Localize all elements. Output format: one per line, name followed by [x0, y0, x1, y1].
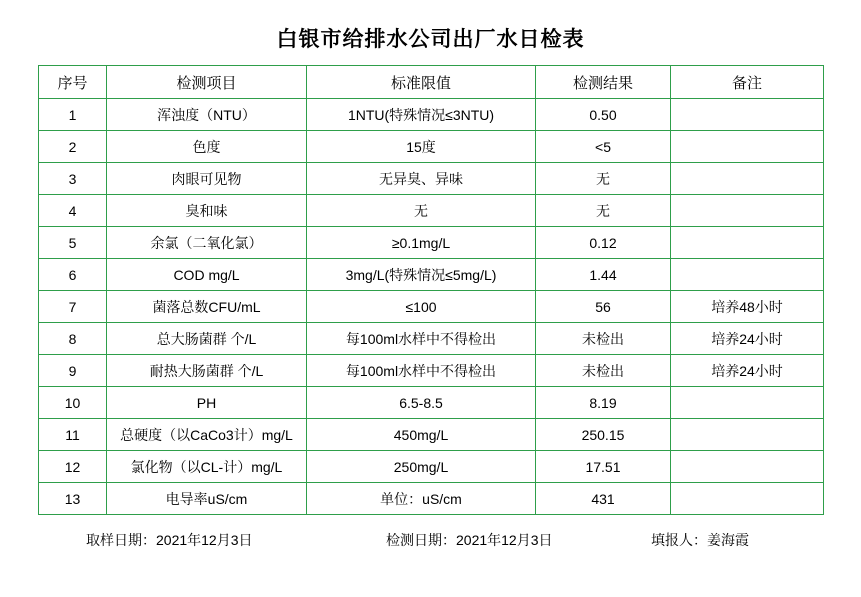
- cell-index: 9: [39, 355, 107, 387]
- cell-standard: ≤100: [307, 291, 536, 323]
- cell-remark: 培养48小时: [671, 291, 824, 323]
- cell-result: 56: [536, 291, 671, 323]
- table-container: [0, 65, 861, 515]
- cell-result: 0.12: [536, 227, 671, 259]
- page-title: 白银市给排水公司出厂水日检表: [276, 27, 585, 51]
- cell-standard: 250mg/L: [307, 451, 536, 483]
- cell-standard: 15度: [307, 131, 536, 163]
- table-row: [39, 259, 824, 291]
- cell-item: 电导率uS/cm: [107, 483, 307, 515]
- water-quality-table: [38, 65, 824, 515]
- cell-remark: [671, 163, 824, 195]
- cell-result: 未检出: [536, 323, 671, 355]
- table-row: [39, 483, 824, 515]
- column-header-index: 序号: [39, 66, 107, 99]
- table-header-row: [39, 66, 824, 99]
- cell-index: 13: [39, 483, 107, 515]
- reporter-name: 填报人：姜海霞: [651, 532, 749, 548]
- table-row: [39, 355, 824, 387]
- cell-item: COD mg/L: [107, 259, 307, 291]
- table-row: [39, 99, 824, 131]
- column-header-result: 检测结果: [536, 66, 671, 99]
- cell-index: 10: [39, 387, 107, 419]
- cell-standard: 6.5-8.5: [307, 387, 536, 419]
- cell-standard: 3mg/L(特殊情况≤5mg/L): [307, 259, 536, 291]
- cell-item: 浑浊度（NTU）: [107, 99, 307, 131]
- cell-item: 氯化物（以CL-计）mg/L: [107, 451, 307, 483]
- table-header: [39, 66, 824, 99]
- cell-remark: [671, 451, 824, 483]
- cell-remark: [671, 419, 824, 451]
- cell-result: 250.15: [536, 419, 671, 451]
- cell-result: 0.50: [536, 99, 671, 131]
- cell-result: 17.51: [536, 451, 671, 483]
- cell-remark: [671, 387, 824, 419]
- cell-remark: [671, 483, 824, 515]
- cell-index: 1: [39, 99, 107, 131]
- cell-result: 无: [536, 163, 671, 195]
- cell-remark: [671, 259, 824, 291]
- cell-standard: 1NTU(特殊情况≤3NTU): [307, 99, 536, 131]
- table-row: [39, 227, 824, 259]
- cell-item: 臭和味: [107, 195, 307, 227]
- cell-item: 菌落总数CFU/mL: [107, 291, 307, 323]
- cell-index: 5: [39, 227, 107, 259]
- cell-index: 6: [39, 259, 107, 291]
- cell-standard: 每100ml水样中不得检出: [307, 323, 536, 355]
- cell-standard: 单位：uS/cm: [307, 483, 536, 515]
- cell-index: 2: [39, 131, 107, 163]
- cell-standard: 无: [307, 195, 536, 227]
- cell-result: 无: [536, 195, 671, 227]
- cell-remark: [671, 195, 824, 227]
- footer: [0, 530, 861, 550]
- cell-remark: 培养24小时: [671, 323, 824, 355]
- cell-result: 431: [536, 483, 671, 515]
- table-row: [39, 387, 824, 419]
- cell-index: 7: [39, 291, 107, 323]
- column-header-remark: 备注: [671, 66, 824, 99]
- column-header-item: 检测项目: [107, 66, 307, 99]
- cell-index: 8: [39, 323, 107, 355]
- table-row: [39, 323, 824, 355]
- cell-index: 12: [39, 451, 107, 483]
- cell-standard: 450mg/L: [307, 419, 536, 451]
- cell-index: 4: [39, 195, 107, 227]
- cell-remark: [671, 99, 824, 131]
- cell-item: 总硬度（以CaCo3计）mg/L: [107, 419, 307, 451]
- cell-result: 8.19: [536, 387, 671, 419]
- cell-index: 3: [39, 163, 107, 195]
- cell-remark: [671, 131, 824, 163]
- cell-result: 未检出: [536, 355, 671, 387]
- cell-index: 11: [39, 419, 107, 451]
- cell-item: PH: [107, 387, 307, 419]
- cell-item: 肉眼可见物: [107, 163, 307, 195]
- cell-standard: 每100ml水样中不得检出: [307, 355, 536, 387]
- table-row: [39, 291, 824, 323]
- table-body: [39, 99, 824, 515]
- cell-result: 1.44: [536, 259, 671, 291]
- column-header-standard: 标准限值: [307, 66, 536, 99]
- cell-standard: 无异臭、异味: [307, 163, 536, 195]
- table-row: [39, 131, 824, 163]
- cell-item: 耐热大肠菌群 个/L: [107, 355, 307, 387]
- table-row: [39, 195, 824, 227]
- table-row: [39, 163, 824, 195]
- cell-standard: ≥0.1mg/L: [307, 227, 536, 259]
- cell-remark: 培养24小时: [671, 355, 824, 387]
- test-date: 检测日期：2021年12月3日: [386, 532, 553, 548]
- cell-item: 色度: [107, 131, 307, 163]
- cell-item: 总大肠菌群 个/L: [107, 323, 307, 355]
- table-row: [39, 451, 824, 483]
- table-row: [39, 419, 824, 451]
- cell-remark: [671, 227, 824, 259]
- cell-item: 余氯（二氧化氯）: [107, 227, 307, 259]
- sample-date: 取样日期：2021年12月3日: [86, 532, 253, 548]
- cell-result: <5: [536, 131, 671, 163]
